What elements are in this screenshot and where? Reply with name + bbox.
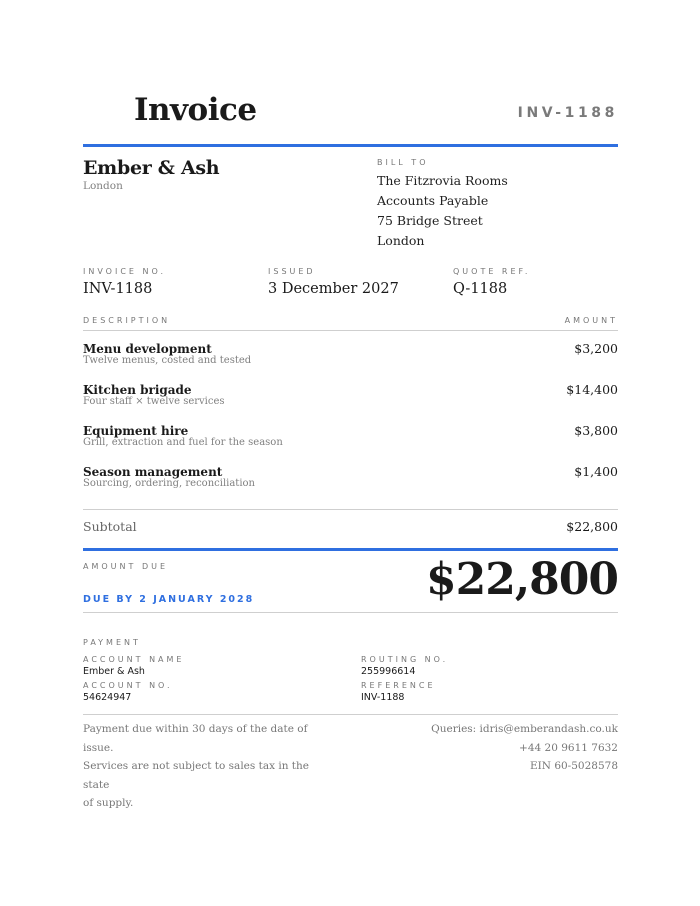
items-divider — [83, 509, 618, 510]
issued-value: 3 December 2027 — [268, 281, 399, 297]
ein-number: EIN 60-5028578 — [529, 760, 618, 772]
amount-due-total: $22,800 — [425, 554, 618, 605]
line-item-title: Season management — [83, 465, 223, 479]
line-item-subtitle: Twelve menus, costed and tested — [83, 355, 252, 366]
routing-no-value: 255996614 — [361, 666, 416, 677]
line-item-title: Equipment hire — [83, 424, 189, 438]
line-item-amount: $3,200 — [574, 341, 618, 356]
account-no-label: ACCOUNT NO. — [83, 681, 173, 690]
contact-phone: +44 20 9611 7632 — [519, 741, 618, 754]
footer-divider — [83, 714, 618, 715]
payment-terms-line: Services are not subject to sales tax in the state — [83, 760, 310, 791]
payment-heading: PAYMENT — [83, 638, 141, 647]
line-item-amount: $1,400 — [574, 464, 618, 479]
invoice-title: Invoice — [134, 92, 257, 128]
amount-due-bottom-divider — [83, 612, 618, 613]
subtotal-label: Subtotal — [83, 519, 137, 534]
amount-due-divider — [83, 548, 618, 551]
reference-value: INV-1188 — [361, 692, 405, 703]
payment-terms-line: of supply. — [83, 797, 134, 809]
line-item-amount: $14,400 — [566, 382, 618, 397]
due-by-date: DUE BY 2 JANUARY 2028 — [83, 594, 255, 605]
bill-to-line: The Fitzrovia Rooms — [377, 173, 508, 188]
invoice-number-header: INV-1188 — [517, 105, 618, 121]
issued-label: ISSUED — [268, 267, 316, 276]
contact-details — [431, 720, 618, 776]
company-name: Ember & Ash — [83, 157, 220, 179]
table-header-divider — [83, 330, 618, 331]
queries-email: Queries: idris@emberandash.co.uk — [431, 723, 618, 735]
reference-label: REFERENCE — [361, 681, 436, 690]
payment-terms — [83, 720, 333, 813]
bill-to-line: 75 Bridge Street — [377, 213, 483, 228]
bill-to-line: Accounts Payable — [377, 193, 489, 208]
header-divider — [83, 144, 618, 147]
line-item-amount: $3,800 — [574, 423, 618, 438]
amount-due-label: AMOUNT DUE — [83, 562, 169, 571]
line-item-title: Menu development — [83, 342, 212, 356]
line-item-subtitle: Grill, extraction and fuel for the season — [83, 437, 283, 448]
invoice-no-label: INVOICE NO. — [83, 267, 167, 276]
description-header: DESCRIPTION — [83, 316, 171, 325]
line-item-title: Kitchen brigade — [83, 383, 192, 397]
bill-to-label: BILL TO — [377, 158, 429, 167]
account-name-value: Ember & Ash — [83, 666, 145, 677]
company-city: London — [83, 180, 123, 192]
bill-to-line: London — [377, 233, 425, 248]
quote-ref-label: QUOTE REF. — [453, 267, 531, 276]
amount-header: AMOUNT — [564, 316, 618, 325]
account-no-value: 54624947 — [83, 692, 132, 703]
line-item-subtitle: Sourcing, ordering, reconciliation — [83, 478, 255, 489]
quote-ref-value: Q-1188 — [453, 281, 508, 297]
routing-no-label: ROUTING NO. — [361, 655, 449, 664]
line-item-subtitle: Four staff × twelve services — [83, 396, 225, 407]
payment-terms-line: Payment due within 30 days of the date of issue. — [83, 723, 308, 754]
subtotal-amount: $22,800 — [566, 519, 618, 534]
account-name-label: ACCOUNT NAME — [83, 655, 185, 664]
invoice-no-value: INV-1188 — [83, 281, 153, 297]
